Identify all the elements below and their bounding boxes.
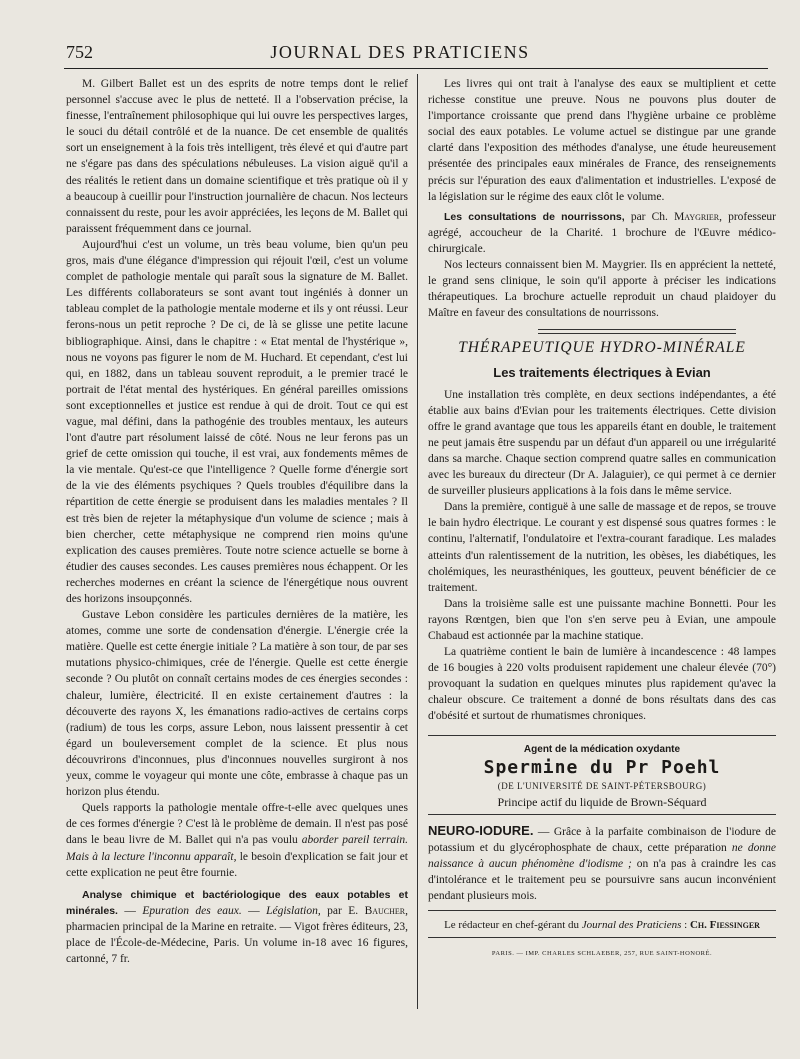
review-heading: Analyse chimique et bactériologique des eaux potables et minérales. — [66, 888, 408, 917]
text: , professeur agrégé, accoucheur de la Charité. 1 brochure de l'Œuvre médico-chirurgicale. — [428, 210, 777, 255]
author-name: Maygrier — [674, 210, 720, 223]
text: — — [117, 904, 143, 917]
article-title: Les traitements électriques à Evian — [493, 364, 711, 380]
paragraph — [66, 800, 408, 880]
emphasis: aborder pareil terrain. — [301, 834, 408, 847]
review-heading: Les consultations de nourrissons, — [444, 210, 625, 223]
journal-name: Journal des Praticiens — [581, 918, 682, 931]
paragraph: Gustave Lebon considère les particules dernières de la matière, les atomes, comme une sorte de condensation d'énergie. L'énergie crée la matière. Quelle est cette énergie initiale ? La matière à son tour, de par ses mutations physico-chimiques, crée de l'énergie. Quelle est cette énergie seconde ? Ou plutôt on connaît certains modes de ces énergies secondes : chaleur, lumière, électricité. Il en existe certainement d'autres : la découverte des rayons X, les émanations radio-actives de certains corps (radium) de tous les corps, assure Lebon, nous laissent pressentir à cet égard un bouleversement complet de la science. Et plus nous découvrirons d'inconnues, plus d'inconnues nouvelles surgiront à nos yeux, comme le voyageur qui monte une côte, embrasse à chaque pas un horizon plus étendu. — [66, 609, 408, 799]
left-column — [66, 76, 408, 967]
paragraph: Nos lecteurs connaissent bien M. Maygrier. Ils en apprécient la netteté, le grand sens clinique, le soin qu'il apporte à préciser les indications thérapeutiques. La brochure actuelle reproduit un chaud plaidoyer du Maître en faveur des consultations de nourrissons. — [428, 259, 776, 320]
paragraph: Aujourd'hui c'est un volume, un très beau volume, bien qu'un peu gros, mais d'une élégance d'impression qui réjouit l'œil, c'est un volume complet de pathologie mentale qui paraît sous la signature de M. Ballet. Les différents collaborateurs se sont avant tout ingéniés à donner un tableau complet de la pathologie mentale moderne et ils y ont réussi. Leur ferons-nous un petit reproche ? De ci, de là se glisse une petite lacune bibliographique. Ainsi, dans le chapitre : « Etat mental de l'hystérique », nous ne voyons pas figurer le nom de M. Huchard. Et cependant, c'est lui qui, en 1882, dans un tableau souvent reproduit, a le premier tracé le portrait de l'état mental des hystériques. En général pareilles omissions sont exceptionnelles et justice est rendue à qui de droit. Tout ce qui est vague, mal défini, dans la pathogénie des troubles mentaux, les auteurs l'ont d'autre part résolument laissé de côté. Nous ne leur ferons pas un grief de cette omission qui touche, il est vrai, aux fondements mêmes de la vie mentale. Qu'est-ce que l'intelligence ? Quelle forme d'énergie sort de la vie des éléments psychiques ? Quels troubles d'équilibre dans la répartition de cette énergie se produisent dans les maladies mentales ? Il est très bien de rejeter la métaphysique d'un volume de science ; mais à bien chercher, cette métaphysique ne comprend rien moins qu'une explication des causes premières. Toute notre science actuelle se borne à étudier des causes secondes. Les causes premières nous échappent. Or les recherches modernes en créant la science de l'énergétique nous ouvrent des horizons insoupçonnés. — [66, 238, 408, 605]
journal-title: JOURNAL DES PRATICIENS — [270, 42, 530, 62]
paragraph: M. Gilbert Ballet est un des esprits de notre temps dont le relief personnel s'accuse avec le plus de netteté. Il a l'observation précise, la finesse, l'entraînement philosophique qui lui ouvre les perspectives larges, le souci du détail contrôlé et de la nuance. De cet ensemble de qualités sort un enseignement à la fois très intelligent, très élevé et qui d'autre part ne s'égare pas dans des spéculations nébuleuses. La vision aiguë qu'il a des réalités le retient dans un domaine scientifique et très pratique où il y a beaucoup à cueillir pour l'instruction journalière de chacun. Nos lecteurs connaissent du reste, pour les avoir appréciées, les leçons de M. Ballet qui paraissent fréquemment dans ce journal. — [66, 78, 408, 235]
emphasis: Epuration des eaux. — [142, 904, 242, 917]
column-divider — [417, 74, 418, 1009]
section-title: THÉRAPEUTIQUE HYDRO-MINÉRALE — [458, 339, 746, 357]
printer-imprint: PARIS. — IMP. CHARLES SCHLAEBER, 257, RUE SAINT-HONORÉ. — [491, 950, 713, 958]
text: Quels rapports la pathologie mentale offre-t-elle avec quelques unes de ces formes d'énergie ? C'est là le problème de demain. Il n'est pas posé dans le beau livre de M. Ballet qui n'a pas voulu — [66, 802, 408, 847]
text: — — [241, 904, 267, 917]
book-review — [428, 209, 776, 257]
editor-signature: Ch. Fiessinger — [689, 918, 760, 931]
paragraph: La quatrième contient le bain de lumière à incandescence : 48 lampes de 16 bougies à 220 volts produisent rapidement une chaleur élevée (70°) provoquant la sudation en quelques minutes plus rapidement qu'avec la chaleur obscure. Ce traitement a donné de bons résultats dans des cas d'obésité et surtout de rhumatismes chroniques. — [428, 646, 776, 723]
text: Le rédacteur en chef-gérant du — [444, 918, 582, 931]
ad-product-name: Spermine du Pr Poehl — [483, 756, 721, 778]
neuro-iodure-ad — [428, 815, 776, 911]
text: par E. — [320, 904, 365, 917]
double-rule — [538, 329, 736, 334]
ad-tagline: Agent de la médication oxydante — [523, 743, 681, 755]
emphasis: Mais à la lecture l'inconnu apparaît, — [66, 850, 237, 863]
text: — Grâce à la parfaite combinaison de l'iodure de potassium et du glycérophosphate de chaux, cette préparation — [428, 825, 776, 854]
paragraph: Une installation très complète, en deux sections indépendantes, a été établie aux bains d'Evian pour les traitements électriques. Cette division offre le grand avantage que tous les appareils étant en double, le traitement ne peut jamais être suspendu par un défaut d'un appareil ou une irrégularité dans sa marche. Chaque section comprend quatre salles en communication avec les bureaux du directeur (Dr A. Jalaguier), ce qui permet à ce dernier de surveiller plusieurs applications à la fois dans le même service. — [428, 388, 776, 498]
text: on n'a pas à craindre les cas d'intolérance et le traitement peu se poursuivre sans aucun inconvénient pendant plusieurs mois. — [428, 857, 776, 902]
editor-line — [428, 911, 776, 938]
paragraph: Les livres qui ont trait à l'analyse des eaux se multiplient et cette richesse constitue une preuve. Nous ne pouvons plus douter de l'importance croissante que prend dans l'hygiène urbaine ce problème social des eaux potables. Le volume actuel se distingue par une grande clarté dans l'exposition des méthodes d'analyse, une étude heureusement présentée des principales eaux minérales de France, des renseignements précis sur l'épuration des eaux d'alimentation et industrielles. L'exposé de la législation sur le régime des eaux clôt le volume. — [428, 78, 776, 203]
ad-heading: NEURO-IODURE. — [428, 822, 534, 838]
emphasis: Législation, — [266, 904, 321, 917]
text: par Ch. — [624, 210, 675, 223]
ad-origin: (DE L'UNIVERSITÉ DE SAINT-PÉTERSBOURG) — [497, 780, 707, 791]
author-name: Baucher — [364, 904, 406, 917]
text: le besoin d'explication se fait jour et cette explication ne peut être fournie. — [66, 850, 408, 879]
text: : — [681, 918, 690, 931]
header-rule — [64, 68, 768, 69]
right-column — [428, 76, 776, 962]
page-number: 752 — [66, 42, 93, 62]
emphasis: ne donne naissance à aucun phénomène d'iodisme ; — [428, 841, 776, 870]
advertisement — [428, 735, 776, 815]
text: , pharmacien principal de la Marine en retraite. — Vigot frères éditeurs, 23, place de l'École-de-Médecine, Paris. Un volume in-18 avec 16 figures, cartonné, 7 fr. — [66, 904, 409, 966]
paragraph: Dans la troisième salle est une puissante machine Bonnetti. Pour les rayons Rœntgen, bien que l'on s'en serve peu à Evian, une ampoule Chabaud est actionnée par la machine statique. — [428, 597, 776, 642]
book-review — [66, 887, 408, 967]
ad-description: Principe actif du liquide de Brown-Séquard — [497, 794, 707, 809]
paragraph: Dans la première, contiguë à une salle de massage et de repos, se trouve le bain hydro électrique. Le courant y est dispensé sous quatres formes : le continu, l'alternatif, l'ondulatoire et l'extra-courant faradique. Les malades atteints d'un ralentissement de la nutrition, les obèses, les diabétiques, les cholémiques, les neurasthéniques, les goutteux, peuvent bénéficier de ce traitement. — [428, 501, 776, 594]
